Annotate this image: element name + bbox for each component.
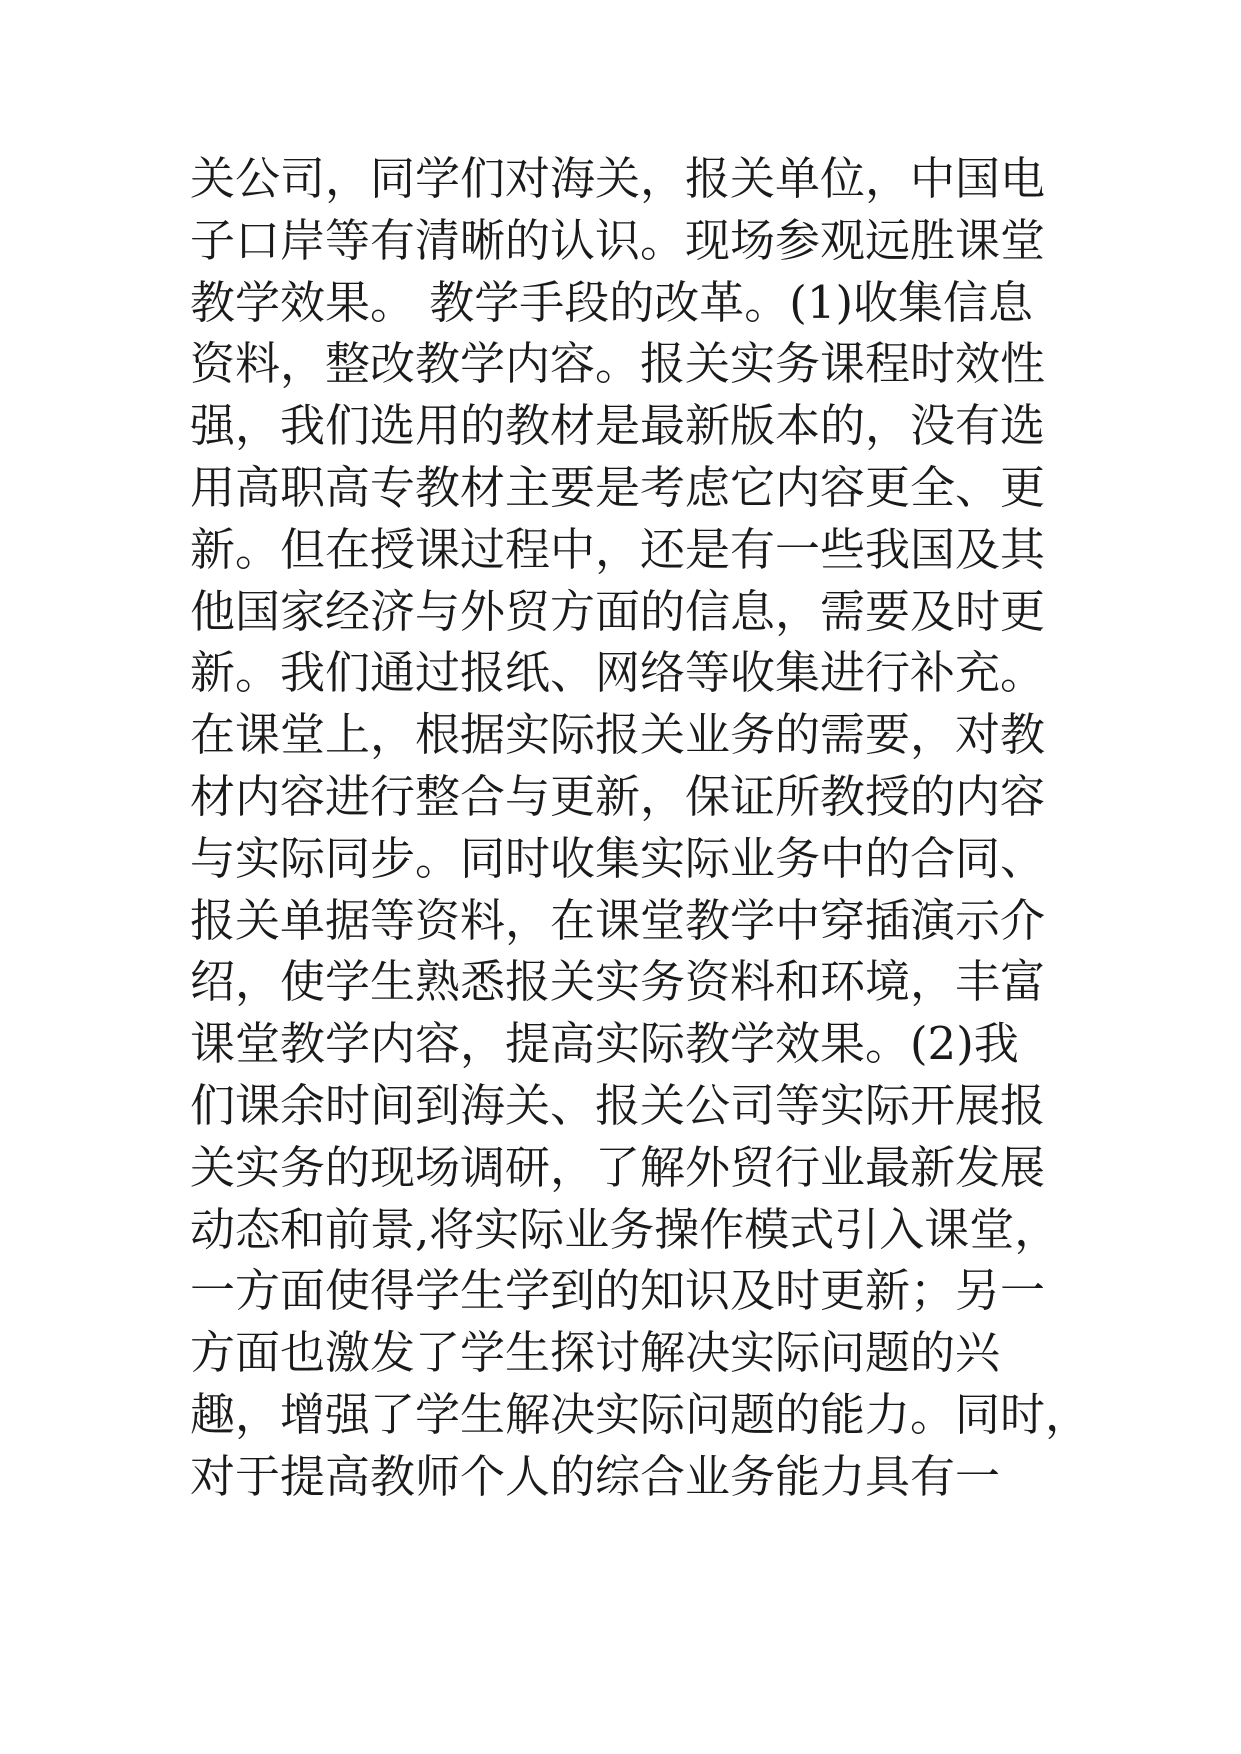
- text-line-12: 与实际同步。同时收集实际业务中的合同、: [190, 831, 1046, 885]
- text-line-5: 强，我们选用的教材是最新版本的，没有选: [190, 399, 1046, 453]
- text-line-18: 动态和前景,将实际业务操作模式引入课堂，: [190, 1202, 1060, 1256]
- text-line-14: 绍，使学生熟悉报关实务资料和环境，丰富: [190, 955, 1046, 1009]
- text-line-9: 新。我们通过报纸、网络等收集进行补充。: [190, 646, 1046, 700]
- body-text: [190, 148, 1090, 1508]
- text-line-10: 在课堂上，根据实际报关业务的需要，对教: [190, 708, 1046, 762]
- text-line-21: 趣，增强了学生解决实际问题的能力。同时，: [190, 1387, 1091, 1441]
- text-line-13: 报关单据等资料，在课堂教学中穿插演示介: [190, 893, 1046, 947]
- text-line-22: 对于提高教师个人的综合业务能力具有一: [190, 1449, 1001, 1503]
- text-line-2: 子口岸等有清晰的认识。现场参观远胜课堂: [190, 213, 1046, 267]
- text-line-7: 新。但在授课过程中，还是有一些我国及其: [190, 522, 1046, 576]
- text-line-6: 用高职高专教材主要是考虑它内容更全、更: [190, 460, 1046, 514]
- text-line-16: 们课余时间到海关、报关公司等实际开展报: [190, 1078, 1046, 1132]
- text-line-3: 教学效果。 教学手段的改革。(1)收集信息: [190, 275, 1034, 329]
- text-line-8: 他国家经济与外贸方面的信息，需要及时更: [190, 584, 1046, 638]
- text-line-17: 关实务的现场调研，了解外贸行业最新发展: [190, 1140, 1046, 1194]
- text-line-20: 方面也激发了学生探讨解决实际问题的兴: [190, 1326, 1001, 1380]
- text-line-1: 关公司，同学们对海关，报关单位，中国电: [190, 152, 1046, 205]
- text-line-4: 资料，整改教学内容。报关实务课程时效性: [190, 337, 1046, 391]
- text-line-19: 一方面使得学生学到的知识及时更新；另一: [190, 1264, 1046, 1318]
- text-line-11: 材内容进行整合与更新，保证所教授的内容: [190, 769, 1046, 823]
- text-line-15: 课堂教学内容，提高实际教学效果。(2)我: [190, 1017, 1019, 1071]
